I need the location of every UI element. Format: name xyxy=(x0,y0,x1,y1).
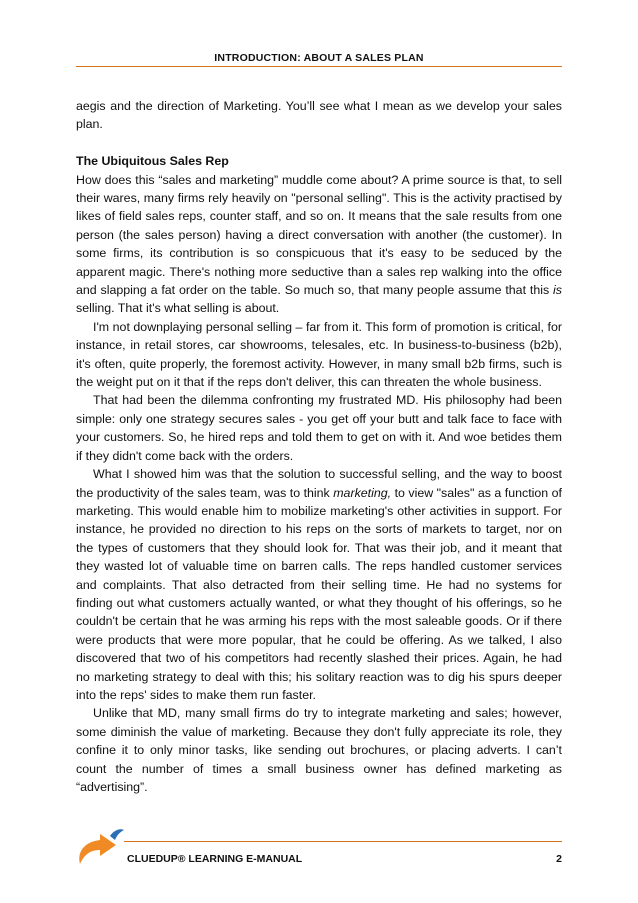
header-divider xyxy=(76,66,562,67)
paragraph-spacer xyxy=(76,134,562,152)
page-body xyxy=(76,97,562,796)
paragraph-continuation: aegis and the direction of Marketing. You’ll see what I mean as we develop your sales plan. xyxy=(76,99,562,132)
footer-divider xyxy=(124,841,562,842)
page-number: 2 xyxy=(556,853,562,865)
paragraph-1-text-a: How does this “sales and marketing” muddle come about? A prime source is that, to sell their wares, many firms rely heavily on "personal selling". This is the activity practised by likes of field sales reps, counter staff, and so on. It means that the sale results from one person (the sales person) having a direct conversation with another (the customer). In some firms, its contribution is so conspicuous that it's easy to be seduced by the apparent magic. There's nothing more seductive than a sales rep walking into the office and slapping a fat order on the table. So much so, that many people assume that this xyxy=(76,172,562,298)
footer-brand: CLUEDUP® LEARNING E-MANUAL xyxy=(127,853,303,865)
paragraph-4-text-b: to view "sales" as a function of marketing. This would enable him to mobilize marketing's other activities in support. For instance, he provided no direction to his reps on the sorts of markets to target, nor on the types of customers that they should look for. That was their job, and it meant that they wasted lot of valuable time on barren calls. The reps handled customer services and complaints. That also detracted from their selling time. He had no systems for finding out what customers actually wanted, or what they thought of his offerings, so he couldn't be certain that he was arming his reps with the most saleable goods. Or if there were products that were more popular, that he could be offering. As we talked, I also discovered that two of his competitors had recently slashed their prices. Again, he had no marketing strategy to deal with this; his solitary reaction was to dig his spurs deeper into the reps' sides to make them run faster. xyxy=(76,485,563,702)
paragraph-3: That had been the dilemma confronting my frustrated MD. His philosophy had been simple: only one strategy secures sales - you get off your butt and talk face to face with your customers. So, he hired reps and told them to get on with it. And woe betides them if they didn't come back with the orders. xyxy=(76,393,562,463)
paragraph-4-text-a: What I showed him was that the solution to successful selling, and the way to boost the productivity of the sales team, was to think xyxy=(76,467,562,500)
running-header: INTRODUCTION: ABOUT A SALES PLAN xyxy=(214,52,424,64)
paragraph-2: I'm not downplaying personal selling – far from it. This form of promotion is critical, for instance, in retail stores, car showrooms, telesales, etc. In business-to-business (b2b), it's often, quite properly, the foremost activity. However, in many small b2b firms, such is the weight put on it that if the reps don't deliver, this can threaten the whole business. xyxy=(76,319,562,390)
curved-arrow-logo-icon xyxy=(74,826,126,866)
paragraph-5: Unlike that MD, many small firms do try to integrate marketing and sales; however, some diminish the value of marketing. Because they don't fully appreciate its role, they confine it to only minor tasks, like sending out brochures, or placing adverts. I can’t count the number of times a small business owner has defined marketing as “advertising”. xyxy=(76,706,562,795)
paragraph-1-emphasis: is xyxy=(553,283,562,298)
section-heading: The Ubiquitous Sales Rep xyxy=(76,154,229,169)
paragraph-1 xyxy=(76,171,562,318)
paragraph-1-text-b: selling. That it's what selling is about. xyxy=(76,301,280,316)
paragraph-4 xyxy=(76,465,562,704)
paragraph-4-emphasis: marketing, xyxy=(333,485,392,500)
